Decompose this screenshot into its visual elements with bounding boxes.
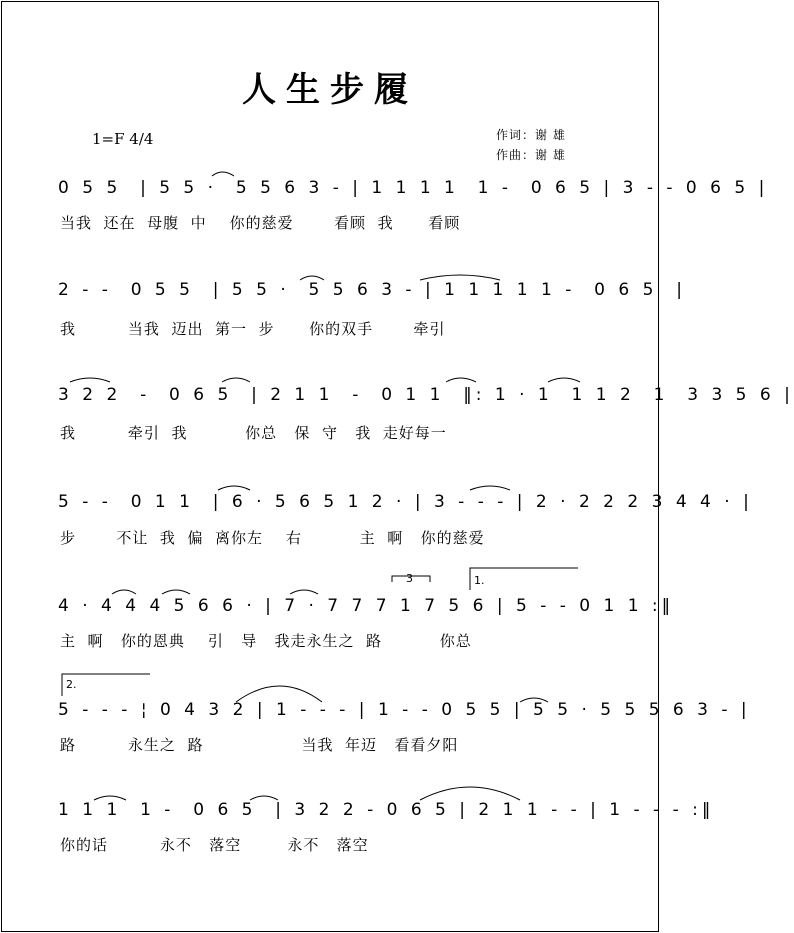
notation-line-7: 1 1 1 1 - 0 6 5 | 3 2 2 - 0 6 5 | 2 1 1 - - | 1 - - - :‖ [58,800,715,820]
slur [520,698,548,702]
slur [290,590,318,594]
lyrics-line-2: 我 当我 迈出 第一 步 你的双手 牵引 [60,320,446,338]
notation-line-1: 0 5 5 | 5 5 · 5 5 6 3 - | 1 1 1 1 1 - 0 6 5 | 3 - - 0 6 5 | [58,178,769,198]
lyricist-credit: 作词：谢 雄 [496,128,566,142]
slur [236,686,322,702]
slur [420,275,500,280]
slur [162,590,190,594]
slur [250,796,278,800]
notation-line-3: 3 2 2 - 0 6 5 | 2 1 1 - 0 1 1 ‖: 1 · 1 1 1 2 1 3 3 5 6 | [58,385,794,405]
composer-credit: 作曲：谢 雄 [496,148,566,162]
triplet-mark: 3 [406,572,413,585]
notation-line-6: 5 - - - ¦ 0 4 3 2 | 1 - - - | 1 - - 0 5 5 | 5 5 · 5 5 5 6 3 - | [58,700,751,720]
lyrics-line-1: 当我 还在 母腹 中 你的慈爱 看顾 我 看顾 [60,214,461,232]
lyrics-line-3: 我 牵引 我 你总 保 守 我 走好每一 [60,424,447,442]
lyrics-line-4: 步 不让 我 偏 离你左 右 主 啊 你的慈爱 [60,529,485,547]
lyrics-line-7: 你的话 永不 落空 永不 落空 [60,836,369,854]
slur [218,486,250,490]
notation-line-2: 2 - - 0 5 5 | 5 5 · 5 5 6 3 - | 1 1 1 1 1 - 0 6 5 | [58,280,686,300]
notation-line-4: 5 - - 0 1 1 | 6 · 5 6 5 1 2 · | 3 - - - | 2 · 2 2 2 3 4 4 · | [58,492,753,512]
slur [300,276,324,280]
slur [70,378,110,382]
volta-1-label: 1. [474,574,485,587]
slur [212,172,234,176]
triplet-bracket [392,576,430,582]
slur [548,378,580,382]
volta-2-label: 2. [66,678,77,691]
song-title: 人生步履 [242,70,418,110]
slur [112,590,136,594]
slur [420,787,520,800]
notation-line-5: 4 · 4 4 4 5 6 6 · | 7 · 7 7 7 1 7 5 6 | 5 - - 0 1 1 :‖ [58,596,675,616]
slur [446,378,476,382]
slur [470,486,510,490]
volta-1-bracket [470,568,578,590]
lyrics-line-6: 路 永生之 路 当我 年迈 看看夕阳 [60,736,459,754]
key-signature: 1=F 4/4 [92,130,154,148]
slur [94,796,126,800]
volta-2-bracket [62,674,150,696]
slur [222,378,250,382]
lyrics-line-5: 主 啊 你的恩典 引 导 我走永生之 路 你总 [60,632,472,650]
